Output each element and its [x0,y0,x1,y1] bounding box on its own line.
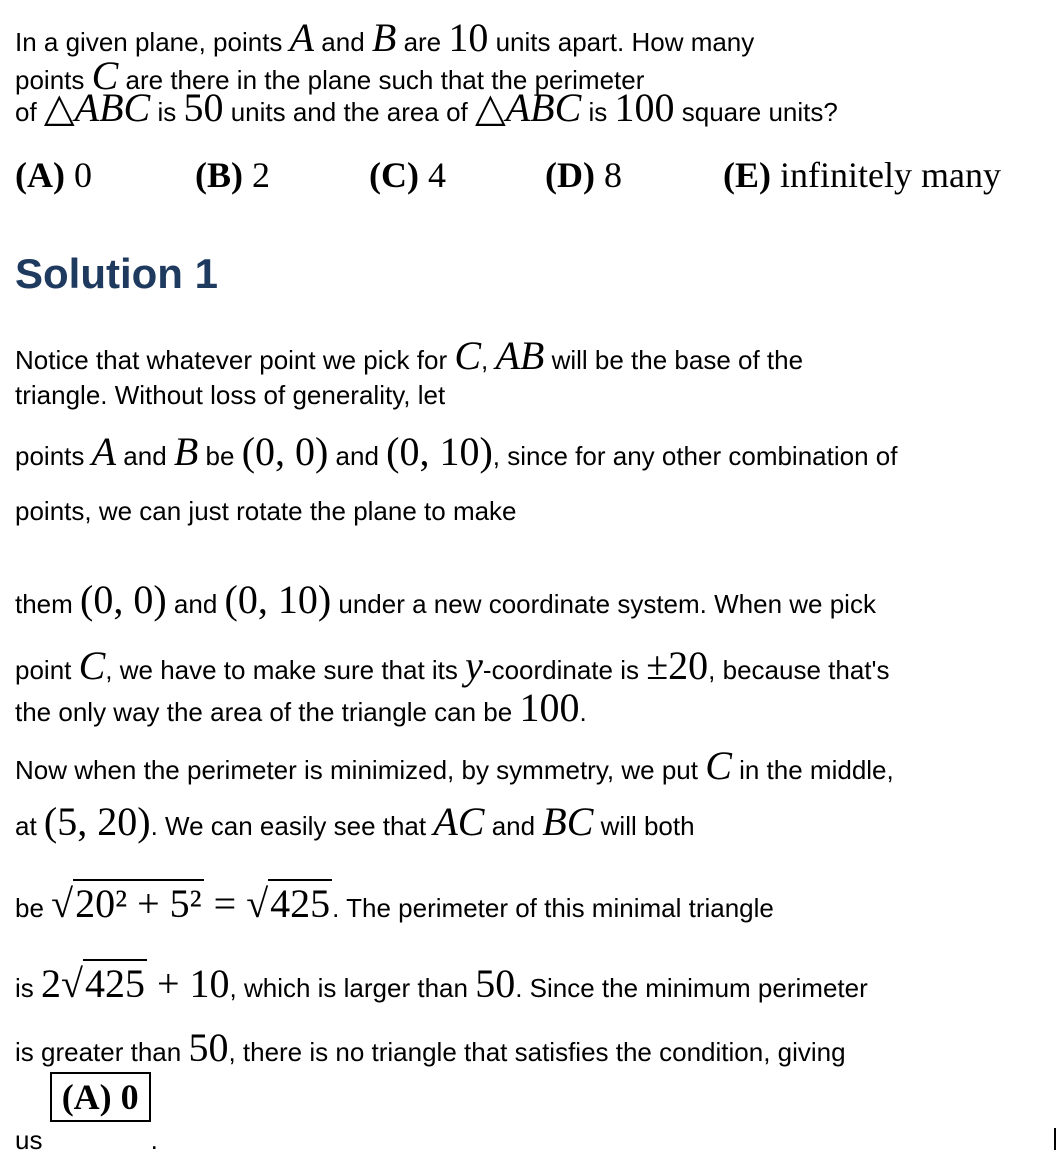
solution-line-7 [15,684,587,731]
text: Now when the perimeter is minimized, by symmetry, we put [15,755,706,785]
choice-letter: (E) [723,155,771,195]
solution-line-13 [15,1072,158,1155]
math-50: 50 [183,85,224,130]
text: is greater than [15,1037,189,1067]
math-100: 100 [614,85,675,130]
solution-line-8 [15,742,894,789]
text: In a given plane, points [15,27,290,57]
math-C: C [91,53,119,98]
text: is [581,97,615,127]
math-point: (0, 0) [241,429,329,474]
text: . [579,697,587,727]
text: is [150,97,184,127]
solution-line-1 [15,332,803,379]
choice-d [545,154,622,196]
text: us [15,1125,50,1155]
answer-text: (A) 0 [61,1077,139,1117]
radicand: 425 [270,881,331,926]
text: units apart. How many [488,27,755,57]
choice-value: 4 [427,155,446,195]
text: them [15,589,81,619]
solution-line-2: triangle. Without loss of generality, let [15,380,446,410]
solution-line-3 [15,428,897,475]
text: are there in the plane such that the perimeter [118,65,645,95]
text: at [15,811,44,841]
math-A: A [91,429,117,474]
problem-line-3 [15,84,838,131]
radicand: 20² + 5² [75,881,202,926]
text: and [166,589,225,619]
solution-heading: Solution 1 [15,250,218,297]
choice-letter: (B) [195,155,243,195]
text: be [15,893,52,923]
text: is [15,973,41,1003]
math-B: B [371,15,397,60]
text: be [198,441,242,471]
choice-letter: (A) [15,155,65,195]
solution-line-4: points, we can just rotate the plane to make [15,496,517,526]
sqrt-radicand [268,880,332,927]
choice-b [195,154,270,196]
text: in the middle, [731,755,894,785]
text: -coordinate is [482,655,647,685]
text: will be the base of the [544,345,804,375]
text: . The perimeter of this minimal triangle [332,893,774,923]
math-triangle: △ABC [43,85,151,130]
text: square units? [674,97,838,127]
math-C: C [454,333,482,378]
sqrt-sign: √ [51,881,74,926]
sqrt-radicand [73,880,204,927]
math-A: A [289,15,315,60]
text: , because that's [708,655,890,685]
math-point: (0, 10) [224,577,332,622]
math-50: 50 [188,1025,229,1070]
text: . Since the minimum perimeter [515,973,868,1003]
math-triangle: △ABC [474,85,582,130]
sqrt-radicand [83,960,147,1007]
math-C: C [705,743,732,788]
text: . We can easily see that [150,811,434,841]
math-100: 100 [519,685,580,730]
answer-box [50,1072,151,1122]
text: and [328,441,387,471]
text: , there is no triangle that satisfies the condition, giving [228,1037,846,1067]
text: and [116,441,174,471]
text: and [314,27,372,57]
math-point: (0, 0) [80,577,167,622]
math-BC: BC [542,799,594,844]
math-point: (0, 10) [386,429,493,474]
choice-letter: (D) [545,155,595,195]
solution-line-6 [15,642,889,689]
choice-e [723,154,1001,196]
math-point: (5, 20) [43,799,151,844]
choice-value: 8 [603,155,622,195]
text: points [15,441,92,471]
text: , [481,345,496,375]
math-50: 50 [475,961,516,1006]
solution-line-9 [15,798,695,845]
text: . [150,1125,158,1155]
text: points [15,65,92,95]
text: will both [593,811,695,841]
choice-c [369,154,446,196]
math-AC: AC [433,799,485,844]
math-C: C [78,643,106,688]
solution-line-10 [15,880,774,927]
sqrt-sign: √ [61,961,83,1006]
choice-value: infinitely many [780,155,1001,195]
math-equals: = [203,881,247,926]
text: , which is larger than [229,973,476,1003]
math-2: 2 [41,961,61,1006]
math-AB: AB [495,333,545,378]
text: Notice that whatever point we pick for [15,345,455,375]
math-10: 10 [448,15,489,60]
text: , since for any other combination of [492,441,898,471]
math-pm20: ±20 [646,643,709,688]
math-y: y [465,643,483,688]
text: , we have to make sure that its [105,655,466,685]
math-B: B [173,429,199,474]
choice-value: 2 [252,155,270,195]
math-plus-10: + 10 [146,961,230,1006]
text-cursor [1054,1128,1056,1150]
solution-line-11 [15,960,868,1007]
choice-letter: (C) [369,155,419,195]
choice-value: 0 [73,155,92,195]
text: are [396,27,449,57]
text: of [15,97,44,127]
solution-line-12 [15,1024,846,1071]
radicand: 425 [84,961,145,1006]
choice-a [15,154,92,196]
text: the only way the area of the triangle can be [15,697,520,727]
solution-line-5 [15,576,876,623]
text: units and the area of [223,97,475,127]
text: under a new coordinate system. When we pick [331,589,876,619]
text: point [15,655,79,685]
sqrt-sign: √ [246,881,269,926]
text: and [484,811,543,841]
